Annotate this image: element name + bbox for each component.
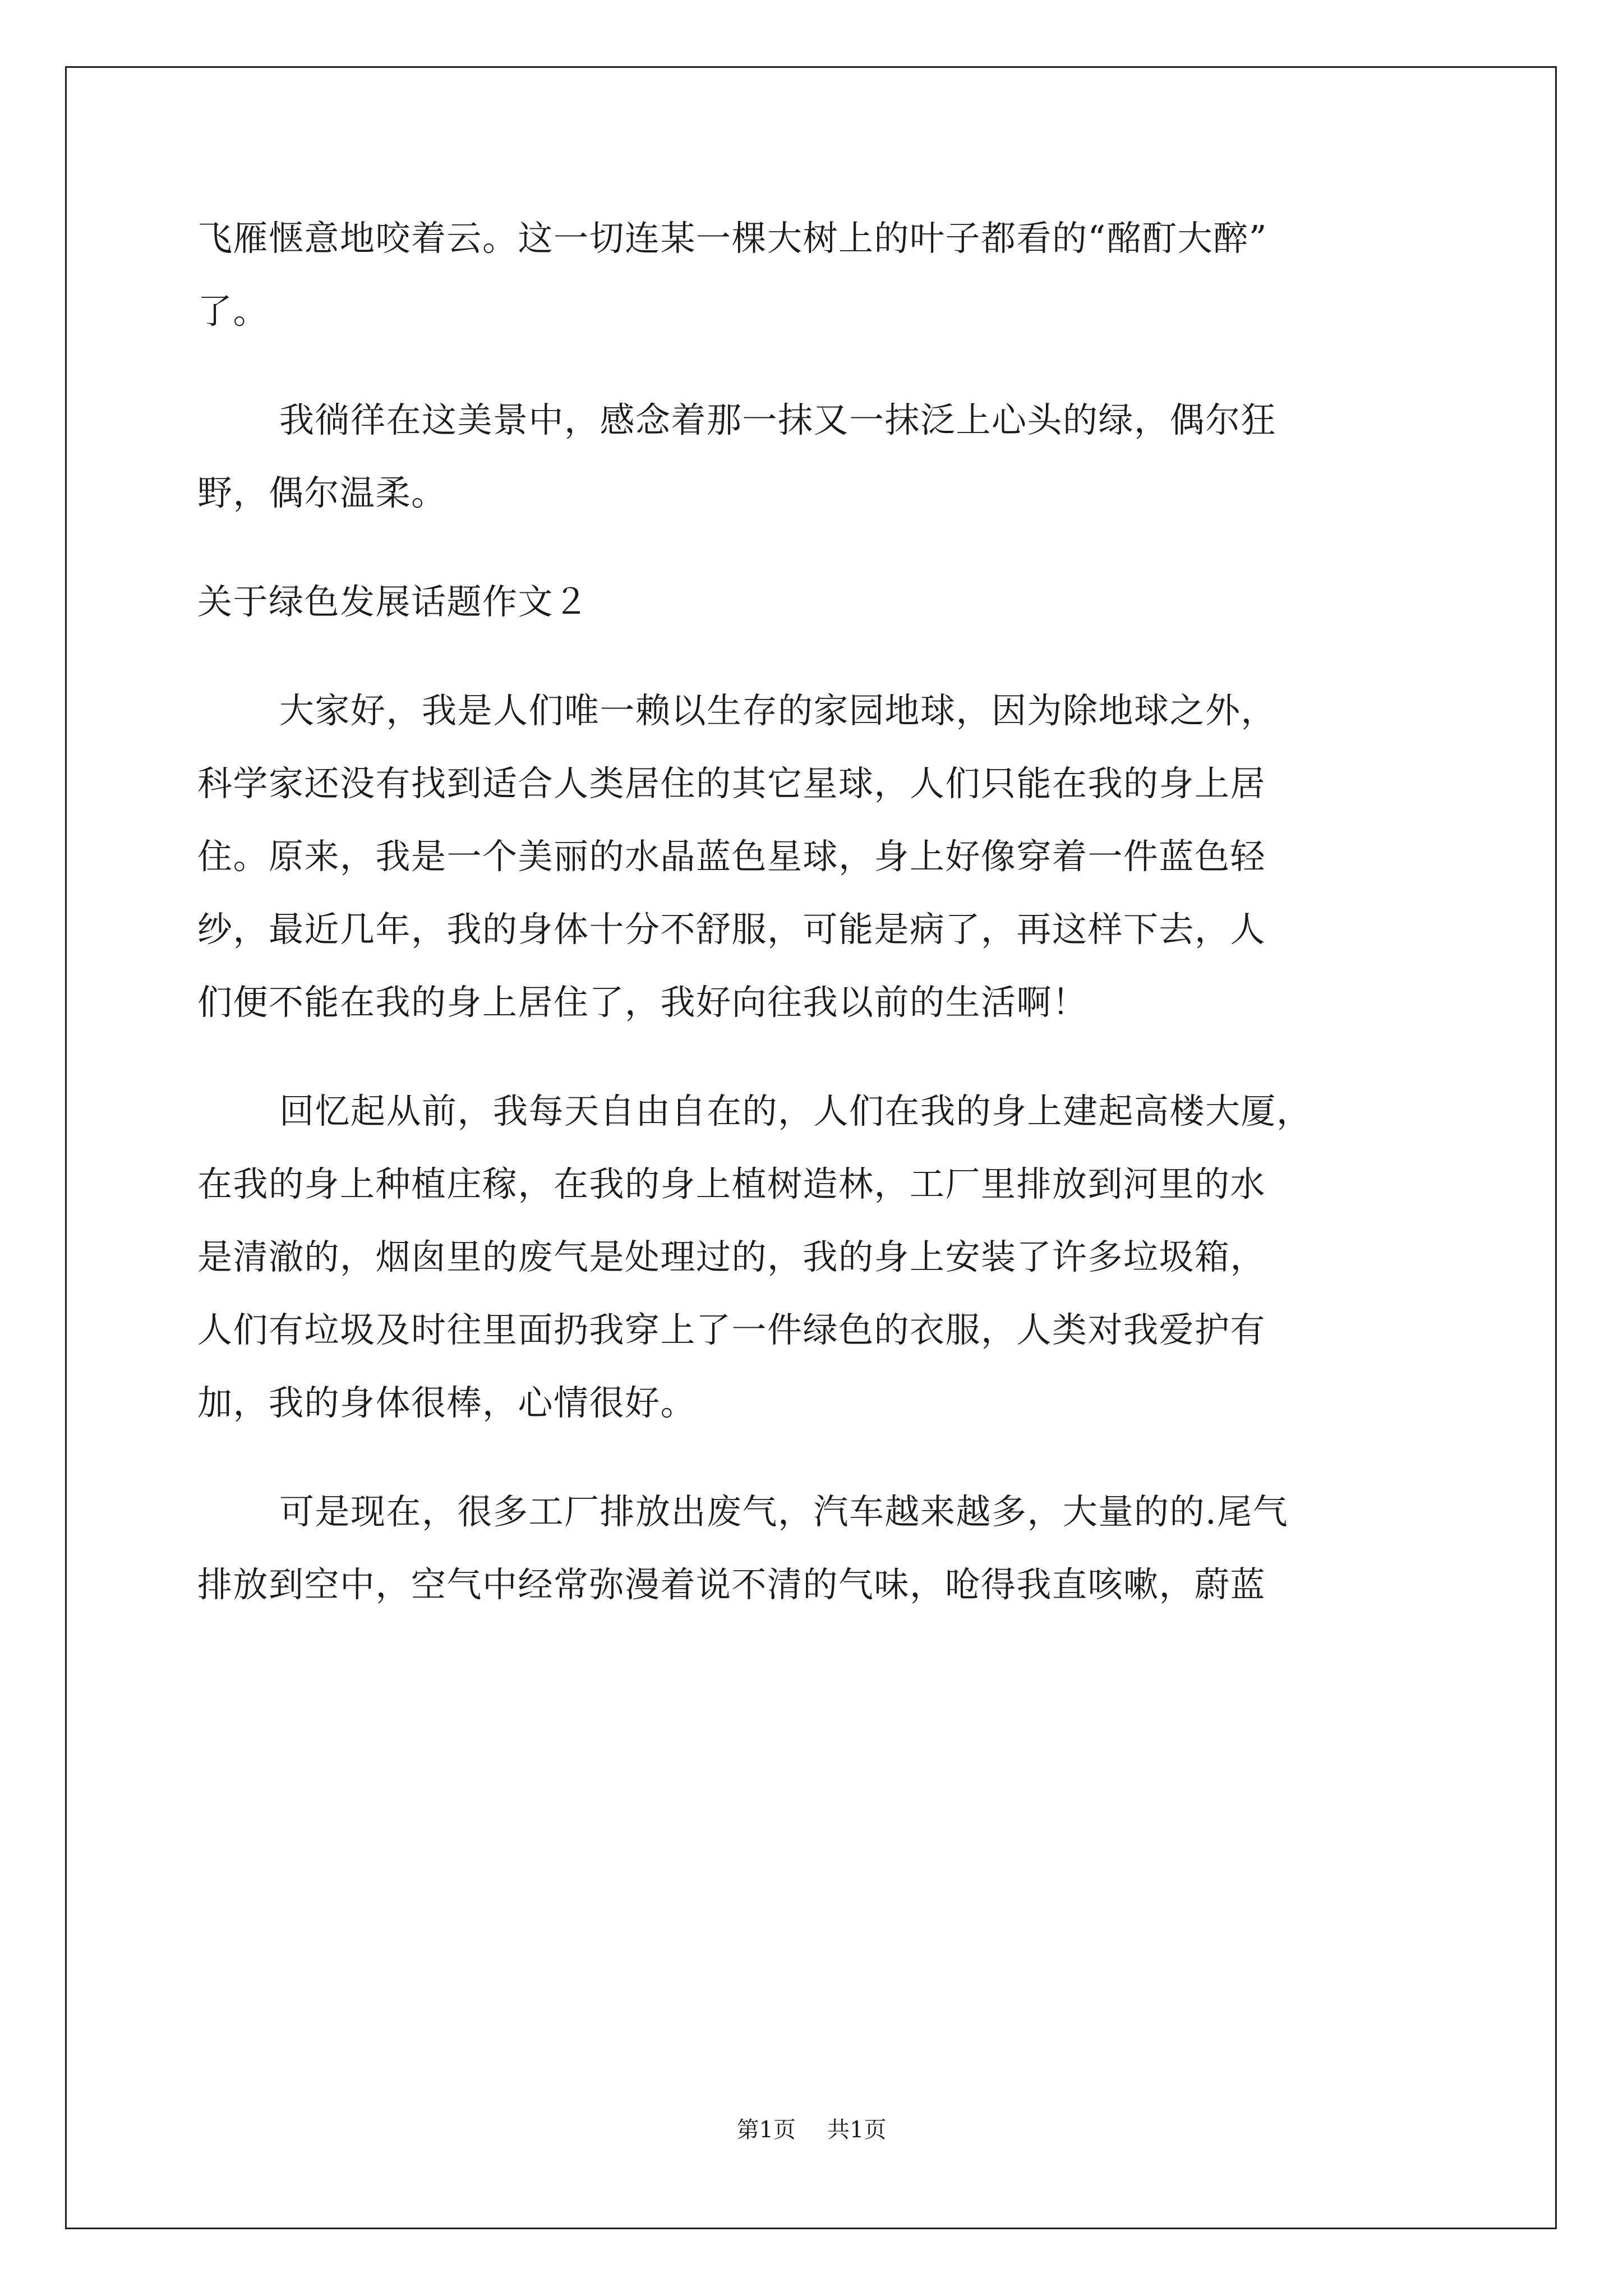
- page-number: 第1页: [736, 2117, 796, 2143]
- page-footer: [0, 2116, 1623, 2144]
- paragraph-line: 们便不能在我的身上居住了，我好向往我以前的生活啊！: [197, 982, 1088, 1023]
- paragraph-line: 大家好，我是人们唯一赖以生存的家园地球，因为除地球之外，: [279, 690, 1277, 731]
- paragraph-line: 了。: [197, 291, 269, 332]
- paragraph-line: 回忆起从前，我每天自由自在的，人们在我的身上建起高楼大厦，: [279, 1091, 1312, 1131]
- paragraph-line: 纱，最近几年，我的身体十分不舒服，可能是病了，再这样下去，人: [197, 909, 1266, 950]
- paragraph-line: 人们有垃圾及时往里面扔我穿上了一件绿色的衣服，人类对我爱护有: [197, 1309, 1266, 1350]
- document-body: [197, 202, 1442, 1621]
- paragraph-line: 科学家还没有找到适合人类居住的其它星球，人们只能在我的身上居: [197, 763, 1266, 804]
- paragraph-line: 可是现在，很多工厂排放出废气，汽车越来越多，大量的的.尾气: [279, 1491, 1289, 1532]
- paragraph-line: 飞雁惬意地咬着云。这一切连某一棵大树上的叶子都看的“酩酊大醉”: [197, 218, 1267, 259]
- paragraph-line: 住。原来，我是一个美丽的水晶蓝色星球，身上好像穿着一件蓝色轻: [197, 836, 1266, 877]
- page-total: 共1页: [827, 2117, 887, 2143]
- section-heading: 关于绿色发展话题作文２: [197, 581, 589, 622]
- paragraph-line: 排放到空中，空气中经常弥漫着说不清的气味，呛得我直咳嗽，蔚蓝: [197, 1564, 1266, 1605]
- paragraph-line: 加，我的身体很棒，心情很好。: [197, 1382, 697, 1423]
- paragraph-line: 野，偶尔温柔。: [197, 472, 447, 513]
- paragraph-line: 在我的身上种植庄稼，在我的身上植树造林，工厂里排放到河里的水: [197, 1163, 1266, 1204]
- paragraph-line: 是清澈的，烟囱里的废气是处理过的，我的身上安装了许多垃圾箱，: [197, 1236, 1266, 1277]
- paragraph-line: 我徜徉在这美景中，感念着那一抹又一抹泛上心头的绿，偶尔狂: [279, 399, 1277, 440]
